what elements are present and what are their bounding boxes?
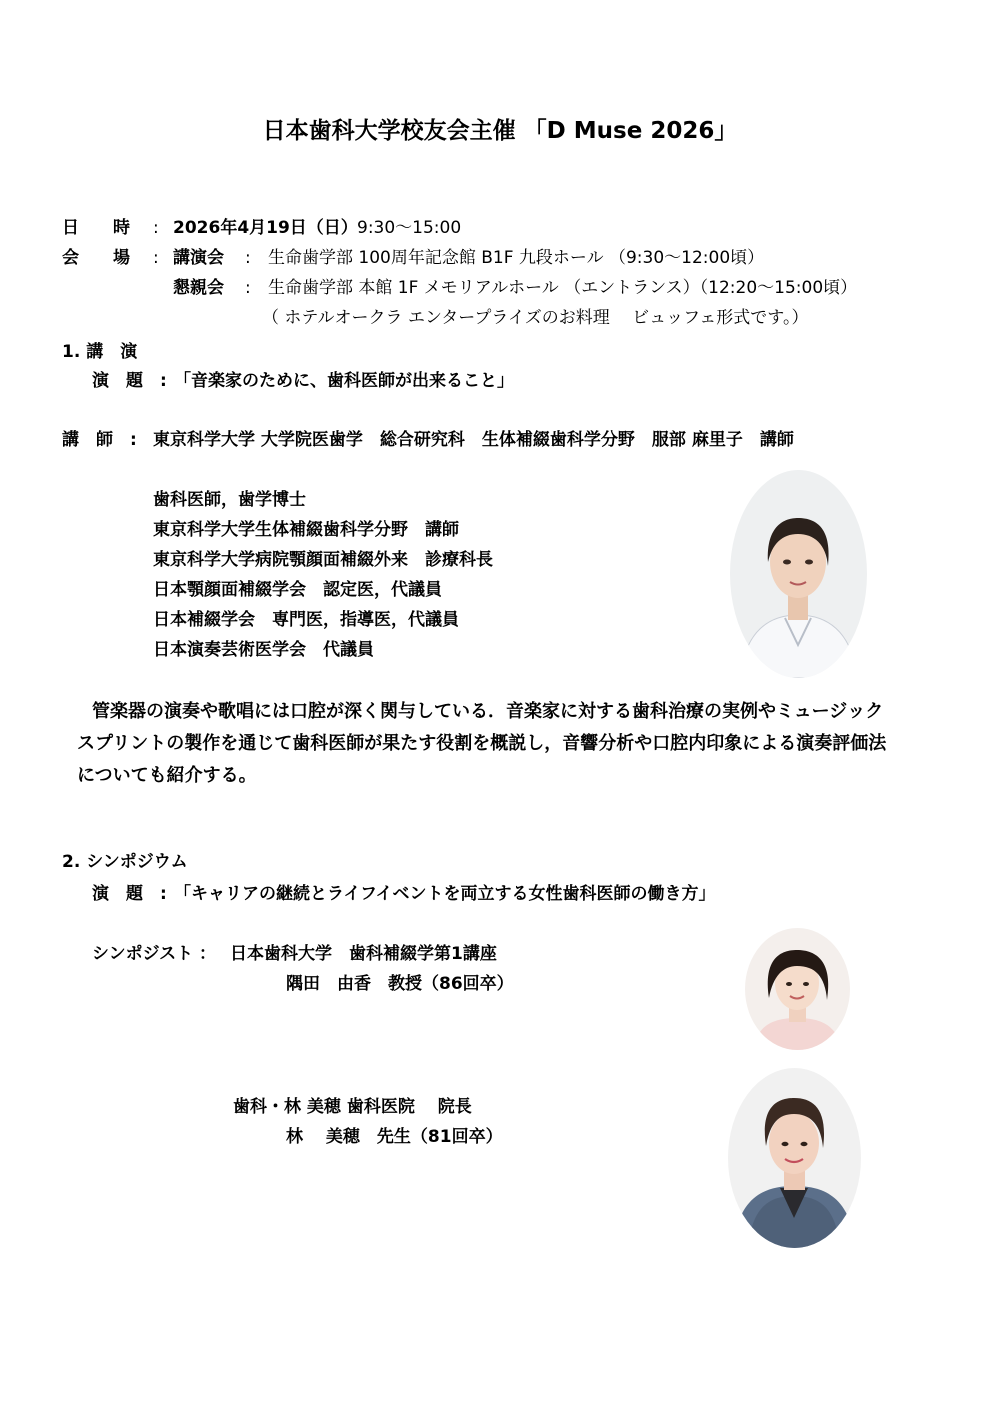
speaker-label: 講 師 [62, 430, 113, 450]
abstract-line-1: 管楽器の演奏や歌唱には口腔が深く関与している．音楽家に対する歯科治療の実例やミュージック [92, 701, 884, 722]
symposium-theme-label: 演 題 [92, 884, 143, 904]
panelist1-photo [745, 928, 850, 1050]
catering-note: （ ホテルオークラ エンタープライズのお料理 ビュッフェ形式です。） [262, 308, 809, 328]
venue-label: 会 場 [62, 248, 130, 268]
date-colon: : [153, 218, 159, 238]
date-time: 9:30〜15:00 [357, 218, 462, 238]
party-colon: : [245, 278, 251, 298]
credential-1: 歯科医師，歯学博士 [153, 490, 306, 510]
panelist2-name: 林 美穂 先生（81回卒） [286, 1127, 503, 1147]
lecture-hall: 生命歯学部 100周年記念館 B1F 九段ホール （9:30〜12:00頃） [268, 248, 765, 268]
abstract-line-2: スプリントの製作を通じて歯科医師が果たす役割を概説し，音響分析や口腔内印象による演奏評価法 [77, 733, 887, 754]
lecture-theme-colon: : [160, 371, 167, 391]
credential-2: 東京科学大学生体補綴歯科学分野 講師 [153, 520, 459, 540]
panelist2-photo [728, 1068, 861, 1248]
panelist1-name: 隅田 由香 教授（86回卒） [286, 974, 514, 994]
lecture-hall-label: 講演会 [173, 248, 224, 268]
lecture-theme-label: 演 題 [92, 371, 143, 391]
credential-6: 日本演奏芸術医学会 代議員 [153, 640, 374, 660]
lecture-theme: 「音楽家のために、歯科医師が出来ること」 [174, 371, 514, 391]
speaker-photo [730, 470, 867, 678]
speaker-name: 東京科学大学 大学院医歯学 総合研究科 生体補綴歯科学分野 服部 麻里子 講師 [153, 430, 794, 450]
page-title: 日本歯科大学校友会主催 「D Muse 2026」 [262, 118, 738, 144]
symposium-heading: 2. シンポジウム [62, 852, 188, 872]
credential-5: 日本補綴学会 専門医，指導医，代議員 [153, 610, 459, 630]
lecture-heading: 1. 講 演 [62, 342, 138, 362]
speaker-colon: : [130, 430, 137, 450]
lecture-hall-colon: : [245, 248, 251, 268]
venue-colon: : [153, 248, 159, 268]
abstract-line-3: についても紹介する。 [77, 765, 257, 786]
symposium-theme-colon: : [160, 884, 167, 904]
credential-3: 東京科学大学病院顎顔面補綴外来 診療科長 [153, 550, 493, 570]
panelist1-affiliation: 日本歯科大学 歯科補綴学第1講座 [230, 944, 497, 964]
panelist-label: シンポジスト ： [92, 944, 216, 964]
date-label: 日 時 [62, 218, 130, 238]
credential-4: 日本顎顔面補綴学会 認定医，代議員 [153, 580, 442, 600]
panelist2-affiliation: 歯科・林 美穂 歯科医院 院長 [233, 1097, 472, 1117]
date-value: 2026年4月19日（日） [173, 218, 358, 238]
party-label: 懇親会 [173, 278, 224, 298]
party-hall: 生命歯学部 本館 1F メモリアルホール （エントランス）（12:20〜15:00頃） [268, 278, 858, 298]
symposium-theme: 「キャリアの継続とライフイベントを両立する女性歯科医師の働き方」 [174, 884, 716, 904]
